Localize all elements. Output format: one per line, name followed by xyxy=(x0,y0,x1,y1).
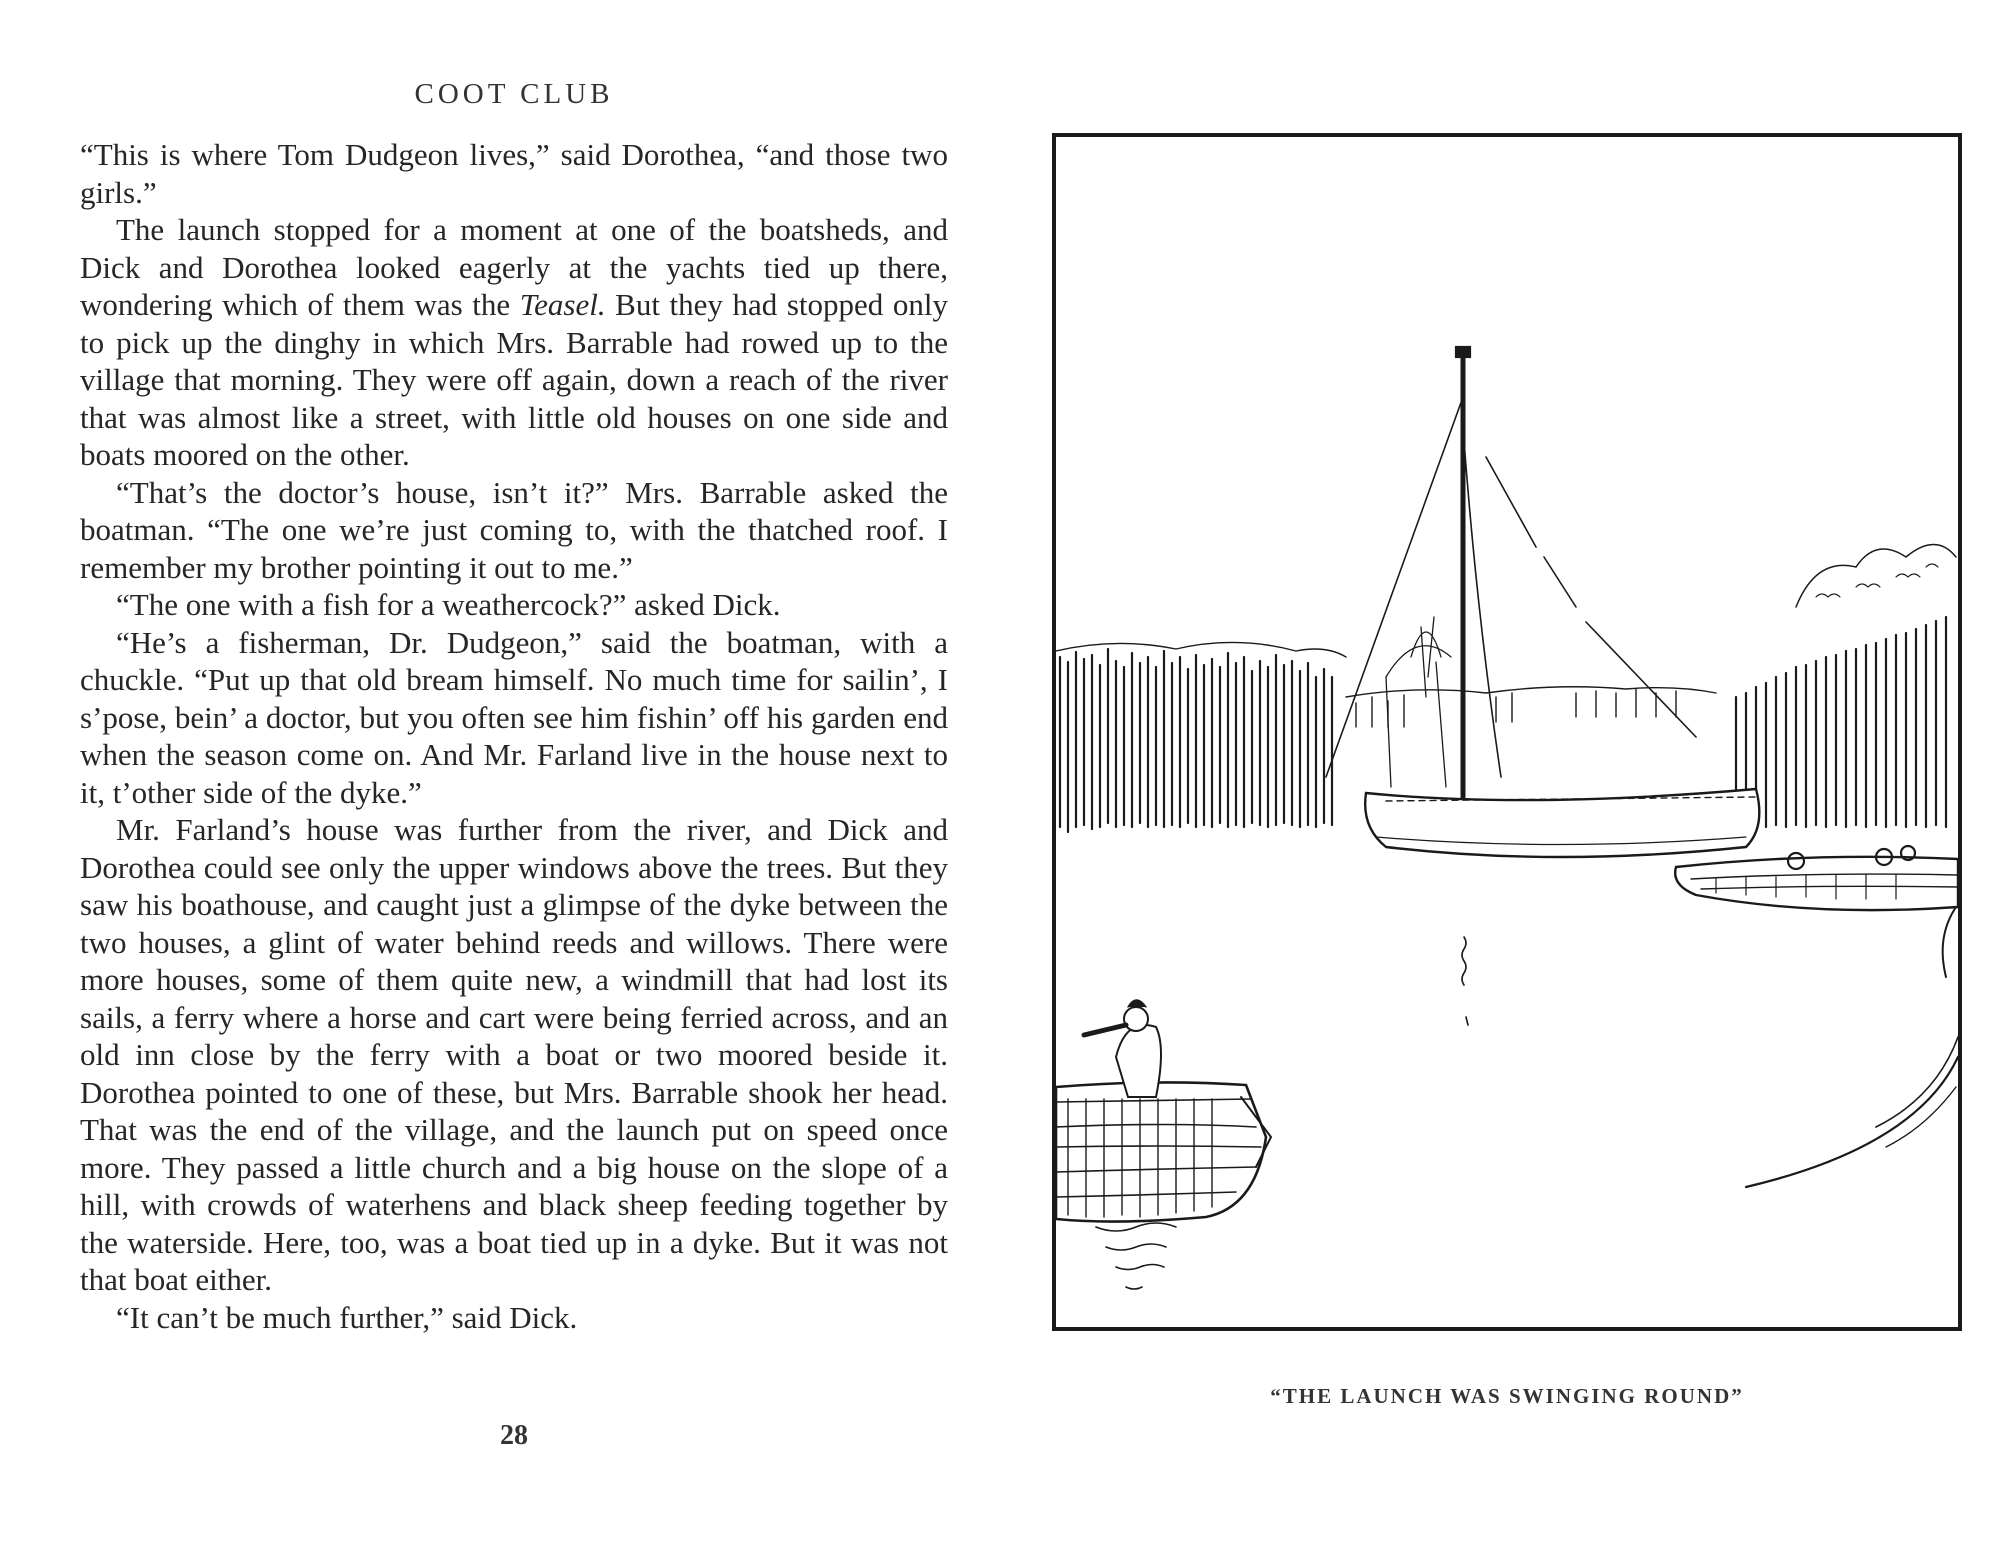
text-block xyxy=(80,136,948,1336)
paragraph-3: “That’s the doctor’s house, isn’t it?” Mrs. Barrable asked the boatman. “The one we’re just coming to, with the thatched roof. I remember my brother pointing it out to me.” xyxy=(80,474,948,585)
paragraph-2-end: But they had stopped only to pick up the dinghy in which Mrs. Barrable had rowed up to the village that morning. They were off again, down a reach of the river that was almost like a street, with little old houses on one side and boats moored on the other. xyxy=(80,287,948,472)
illustration-launch-swinging-round xyxy=(1056,137,1958,1327)
reeds-right xyxy=(1736,545,1956,828)
water-ripple xyxy=(1462,937,1468,1025)
paragraph-7: “It can’t be much further,” said Dick. xyxy=(116,1299,578,1335)
page-number: 28 xyxy=(500,1420,528,1451)
wake-lines xyxy=(1746,1037,1958,1187)
rowing-boat-right xyxy=(1675,846,1958,977)
paragraph-2 xyxy=(80,211,948,474)
paragraph-4: “The one with a fish for a weathercock?” asked Dick. xyxy=(116,587,781,622)
illustration-caption: “THE LAUNCH WAS SWINGING ROUND” xyxy=(1270,1384,1744,1408)
launch-foreground xyxy=(1056,1000,1271,1289)
running-head: COOT CLUB xyxy=(414,78,614,110)
paragraph-6: Mr. Farland’s house was further from the river, and Dick and Dorothea could see only the upper windows above the trees. But they saw his boathouse, and caught just a glimpse of the dyke between the two houses, a glint of water behind reeds and willows. There were more houses, some of them quite new, a windmill that had lost its sails, a ferry where a horse and cart were being ferried across, and an old inn close by the ferry with a boat or two moored beside it. Dorothea pointed to one of these, but Mrs. Barrable shook her head. That was the end of the village, and the launch put on speed once more. They passed a little church and a big house on the slope of a hill, with crowds of waterhens and black sheep feeding together by the waterside. Here, too, was a boat tied up in a dyke. But it was not that boat either. xyxy=(80,812,948,1297)
sailboat xyxy=(1326,347,1759,857)
reeds-left xyxy=(1056,642,1346,832)
paragraph-2-start: The launch stopped for a moment at one of the boatsheds, and Dick and Dorothea looked eagerly at the yachts tied up there, wondering which of them was the xyxy=(80,212,948,322)
paragraph-5: “He’s a fisherman, Dr. Dudgeon,” said the boatman, with a chuckle. “Put up that old bream himself. No much time for sailin’, I s’pose, bein’ a doctor, but you often see him fishin’ off his garden end when the season come on. And Mr. Farland live in the house next to it, t’other side of the dyke.” xyxy=(80,624,948,810)
far-bank xyxy=(1346,617,1716,727)
paragraph-1: “This is where Tom Dudgeon lives,” said Dorothea, “and those two girls.” xyxy=(80,137,948,210)
boat-name-teasel: Teasel. xyxy=(519,287,606,322)
right-page xyxy=(1000,0,2000,1559)
illustration-frame xyxy=(1052,133,1962,1331)
